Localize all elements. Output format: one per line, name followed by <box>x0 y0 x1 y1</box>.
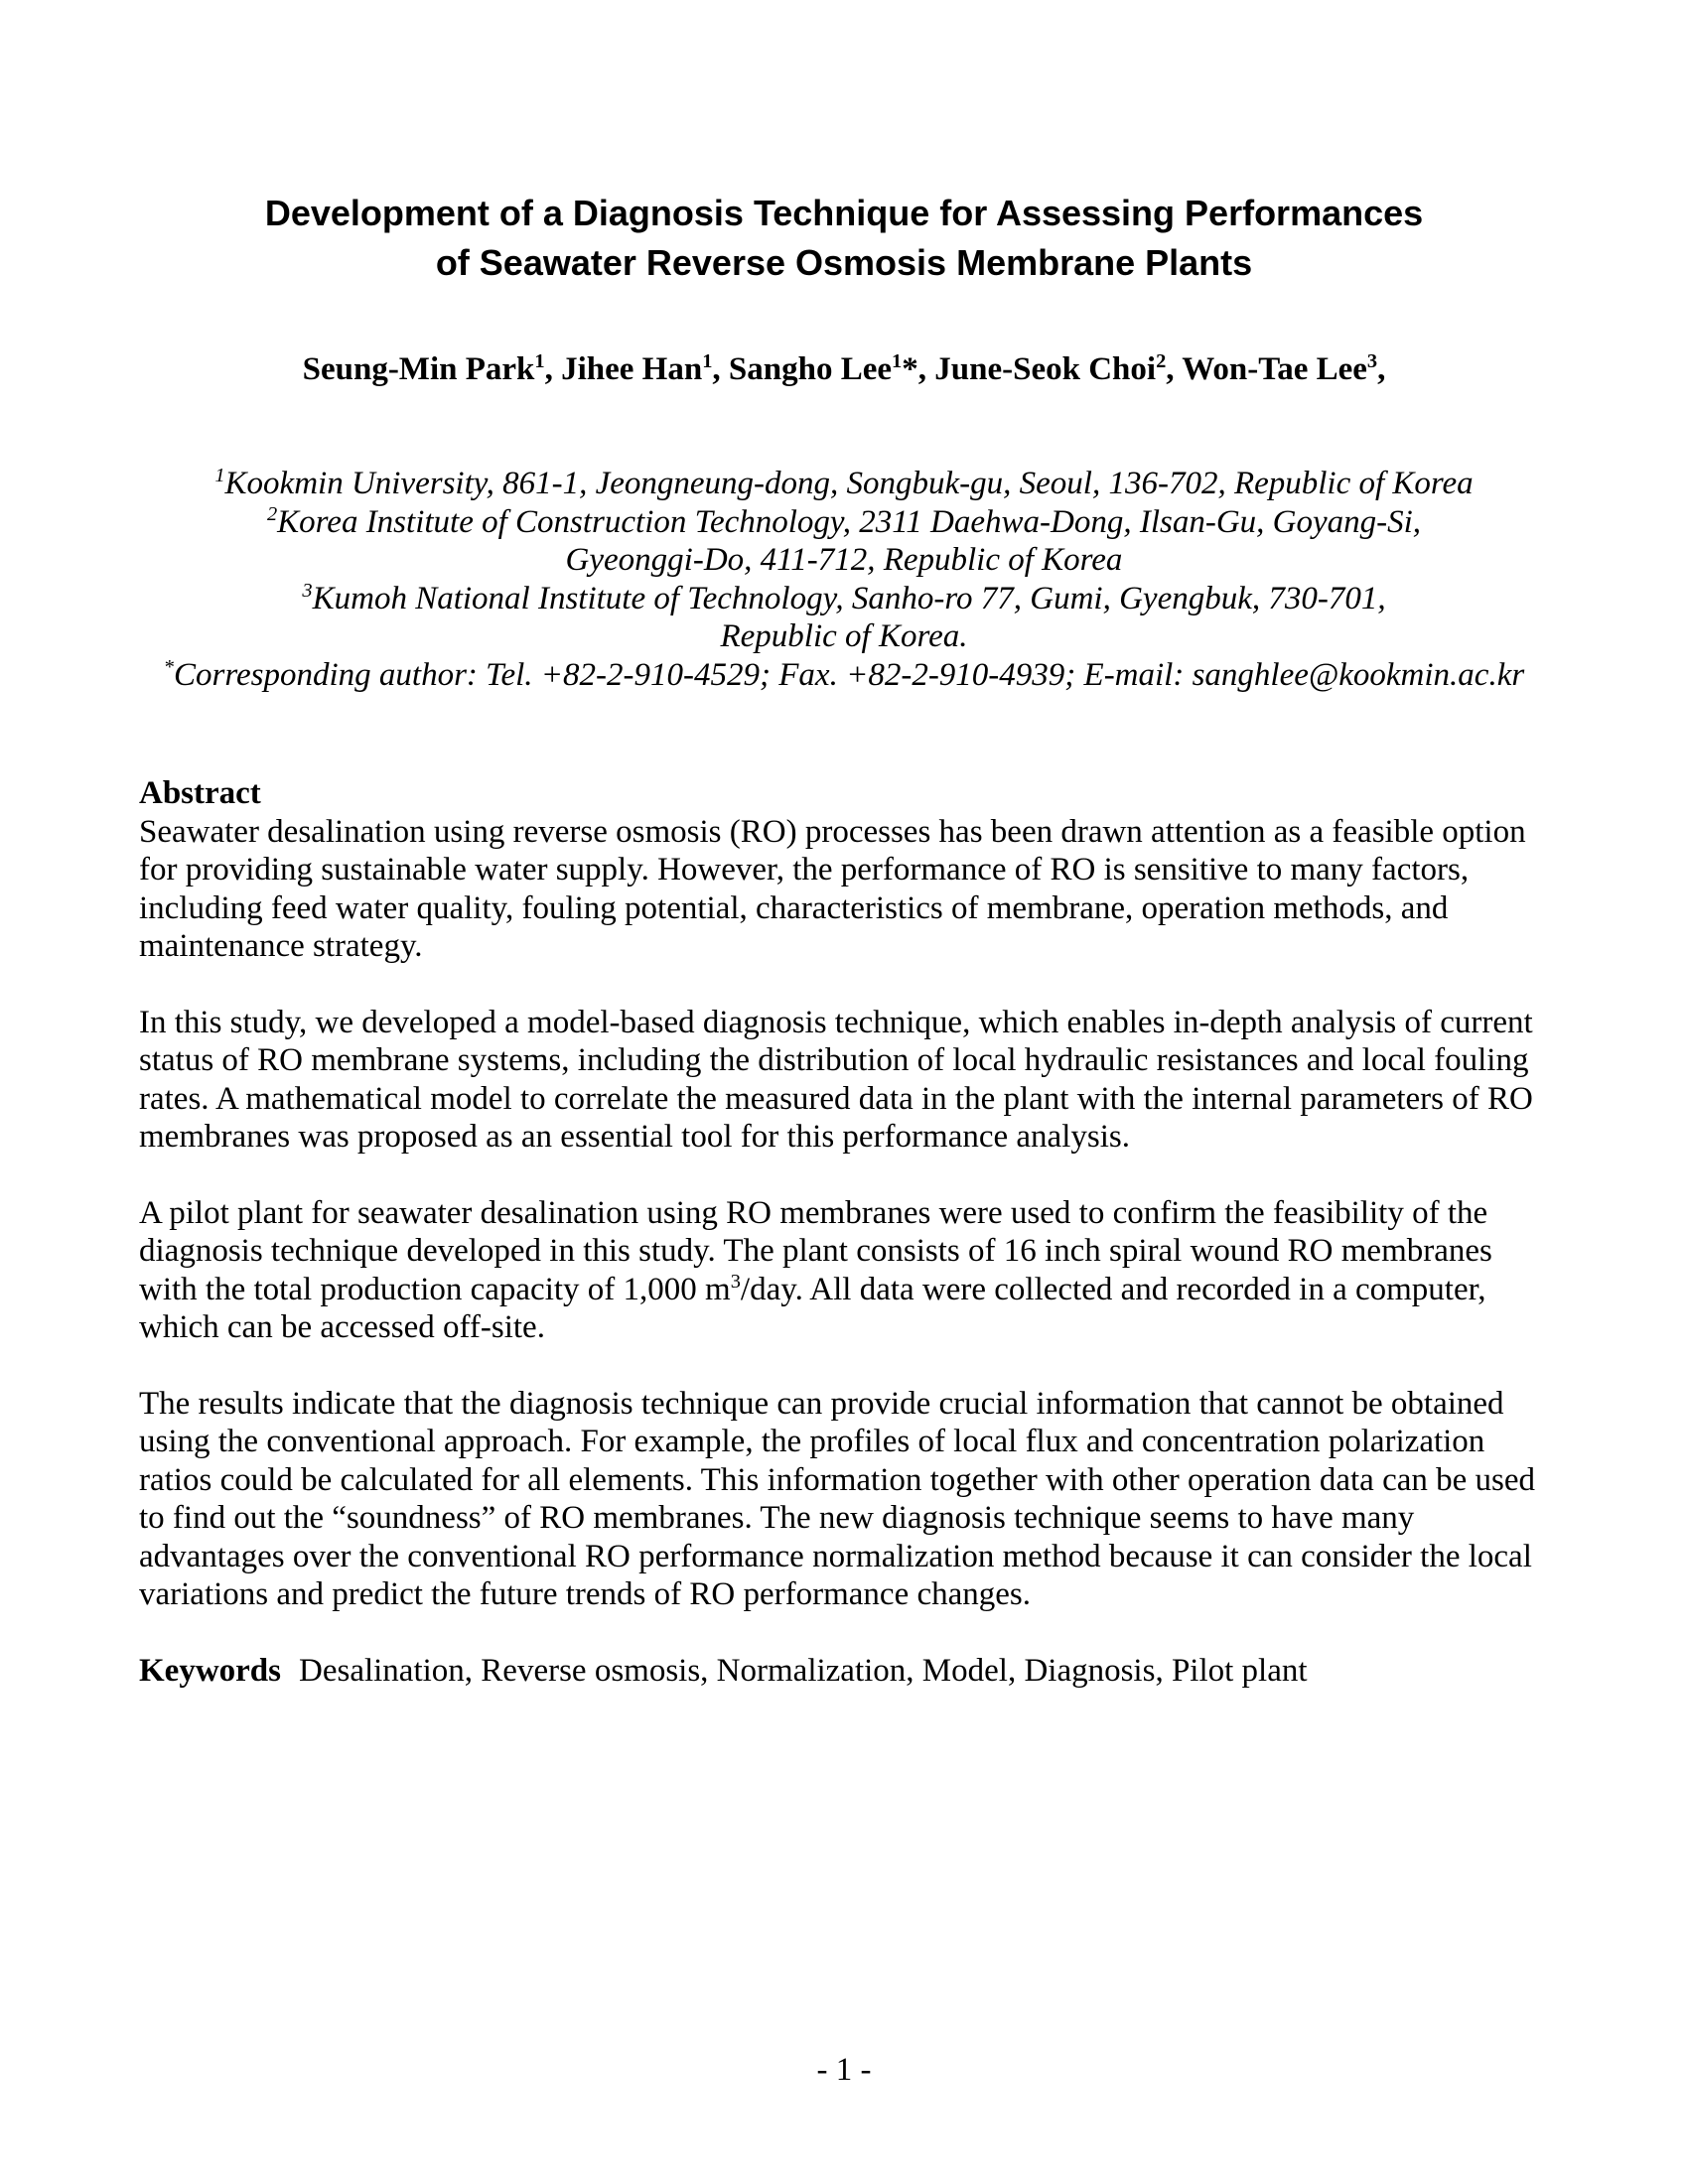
paper-title-line-1: Development of a Diagnosis Technique for Assessing Performances <box>264 193 1424 233</box>
abstract-paragraph-1: Seawater desalination using reverse osmosis (RO) processes has been drawn attention as a feasible option for providing sustainable water supply. However, the performance of RO is sensitive to many factors, including feed water quality, fouling potential, characteristics of membrane, operation methods, and maintenance strategy. <box>139 813 1526 964</box>
affiliation-line-5: Republic of Korea. <box>720 618 968 654</box>
affiliation-line-3: Gyeonggi-Do, 411-712, Republic of Korea <box>565 542 1123 578</box>
page-number: - 1 - <box>816 2052 872 2088</box>
abstract-paragraph-3: A pilot plant for seawater desalination using RO membranes were used to confirm the feasibility of the diagnosis technique developed in this study. The plant consists of 16 inch spiral wound RO membranes with the total production capacity of 1,000 $m^3$/day. All data were collected and recorded in a computer, which can be accessed off-site. <box>139 1194 1492 1345</box>
affiliation-line-4: $^3$Kumoh National Institute of Technology, Sanho-ro 77, Gumi, Gyengbuk, 730-701, <box>302 579 1386 616</box>
affiliations-block <box>0 465 1688 694</box>
paper-title-line-2: of Seawater Reverse Osmosis Membrane Plants <box>435 242 1253 283</box>
paper-title <box>0 189 1688 288</box>
keywords-line <box>139 1652 1557 1691</box>
authors-line: Seung-Min Park$^1$, Jihee Han$^1$, Sangho Lee$^1$*, June-Seok Choi$^2$, Won-Tae Lee$^3$, <box>302 350 1386 387</box>
abstract-paragraph-4: The results indicate that the diagnosis technique can provide crucial information that cannot be obtained using the conventional approach. For example, the profiles of local flux and concentration polarization ratios could be calculated for all elements. This information together with other operation data can be used to find out the “soundness” of RO membranes. The new diagnosis technique seems to have many advantages over the conventional RO performance normalization method because it can consider the local variations and predict the future trends of RO performance changes. <box>139 1385 1535 1612</box>
affiliation-line-1: $^1$Kookmin University, 861-1, Jeongneung-dong, Songbuk-gu, Seoul, 136-702, Republic of Korea <box>214 465 1474 501</box>
abstract-heading: Abstract <box>139 775 261 811</box>
affiliation-line-2: $^2$Korea Institute of Construction Technology, 2311 Daehwa-Dong, Ilsan-Gu, Goyang-Si, <box>266 502 1422 540</box>
abstract-paragraph-2: In this study, we developed a model-based diagnosis technique, which enables in-depth analysis of current status of RO membrane systems, including the distribution of local hydraulic resistances and local fouling rates. A mathematical model to correlate the measured data in the plant with the internal parameters of RO membranes was proposed as an essential tool for this performance analysis. <box>139 1004 1533 1155</box>
keywords-text: Desalination, Reverse osmosis, Normalization, Model, Diagnosis, Pilot plant <box>299 1652 1308 1689</box>
keywords-label: Keywords <box>139 1652 281 1689</box>
corresponding-author-line: *Corresponding author: Tel. +82-2-910-4529; Fax. +82-2-910-4939; E-mail: sanghlee@kookmin.ac.kr <box>163 655 1525 693</box>
abstract-section <box>139 774 1557 1690</box>
